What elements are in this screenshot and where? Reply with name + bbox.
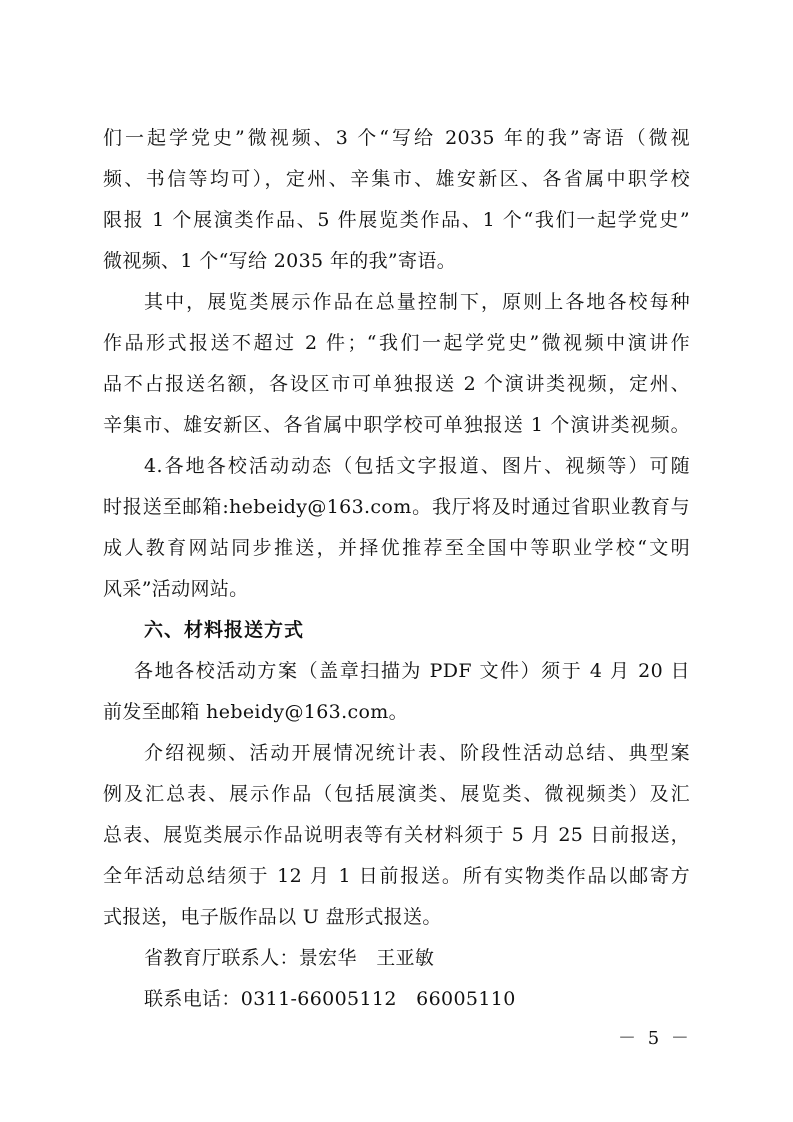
body-text-line: 成人教育网站同步推送，并择优推荐至全国中等职业学校“文明 <box>103 537 690 559</box>
body-text-line: 微视频、1 个“写给 2035 年的我”寄语。 <box>103 250 457 272</box>
section-heading: 六、材料报送方式 <box>144 619 305 641</box>
body-text-line: 例及汇总表、展示作品（包括展演类、展览类、微视频类）及汇 <box>103 783 690 805</box>
body-text-line: 其中，展览类展示作品在总量控制下，原则上各地各校每种 <box>144 291 690 313</box>
body-text-line: 限报 1 个展演类作品、5 件展览类作品、1 个“我们一起学党史” <box>103 209 690 231</box>
body-text-line: 风采”活动网站。 <box>103 578 249 600</box>
body-text-line: 们一起学党史”微视频、3 个“写给 2035 年的我”寄语（微视 <box>103 127 690 149</box>
body-text-line: 时报送至邮箱:hebeidy@163.com。我厅将及时通过省职业教育与 <box>103 496 690 518</box>
body-text-line: 辛集市、雄安新区、各省属中职学校可单独报送 1 个演讲类视频。 <box>103 414 690 436</box>
body-text-line: 4.各地各校活动动态（包括文字报道、图片、视频等）可随 <box>144 455 690 477</box>
contact-phone-line: 联系电话：0311-66005112 66005110 <box>144 988 516 1010</box>
body-text-line: 各地各校活动方案（盖章扫描为 PDF 文件）须于 4 月 20 日 <box>134 660 690 682</box>
body-text-line: 前发至邮箱 hebeidy@163.com。 <box>103 701 409 723</box>
page-number: － 5 － <box>618 1028 692 1049</box>
body-text-line: 频、书信等均可），定州、辛集市、雄安新区、各省属中职学校 <box>103 168 690 190</box>
body-text-line: 全年活动总结须于 12 月 1 日前报送。所有实物类作品以邮寄方 <box>103 865 690 887</box>
contact-person-line: 省教育厅联系人：景宏华 王亚敏 <box>144 947 435 969</box>
body-text-line: 总表、展览类展示作品说明表等有关材料须于 5 月 25 日前报送， <box>103 824 690 846</box>
body-text-line: 品不占报送名额，各设区市可单独报送 2 个演讲类视频，定州、 <box>103 373 690 395</box>
body-text-line: 作品形式报送不超过 2 件；“我们一起学党史”微视频中演讲作 <box>103 332 690 354</box>
body-text-line: 介绍视频、活动开展情况统计表、阶段性活动总结、典型案 <box>144 742 690 764</box>
body-text-line: 式报送，电子版作品以 U 盘形式报送。 <box>103 906 442 928</box>
